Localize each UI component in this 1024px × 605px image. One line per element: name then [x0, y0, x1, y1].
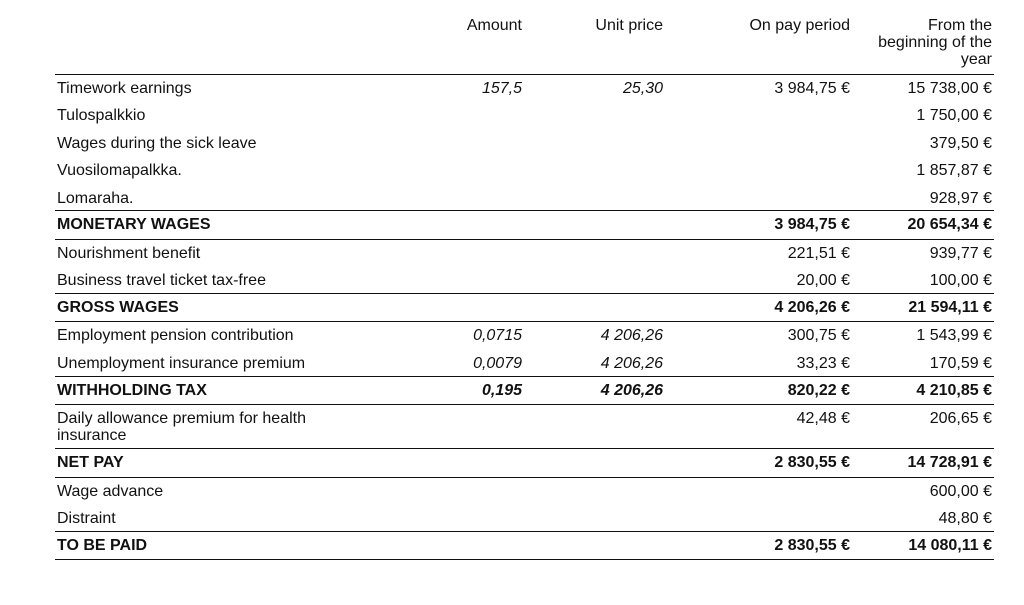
row-ytd: 48,80 € [938, 510, 992, 528]
row-ytd: 21 594,11 € [908, 298, 992, 316]
row-label: Wages during the sick leave [57, 134, 257, 152]
row-unit-price: 4 206,26 [600, 354, 663, 372]
row-amount: 0,0079 [473, 354, 522, 372]
row-ytd: 1 750,00 € [916, 107, 992, 125]
table-row [55, 350, 994, 377]
row-label: WITHHOLDING TAX [57, 381, 207, 399]
row-period: 33,23 € [796, 354, 850, 372]
row-period: 221,51 € [787, 244, 850, 262]
table-row [55, 478, 994, 505]
row-period: 20,00 € [796, 272, 850, 290]
table-row [55, 75, 994, 102]
row-label: TO BE PAID [57, 536, 148, 554]
row-ytd: 4 210,85 € [916, 381, 992, 399]
row-label: Employment pension contribution [57, 327, 294, 345]
row-period: 4 206,26 € [774, 298, 850, 316]
column-header-year-to-date: From the beginning of the year [878, 17, 992, 68]
row-label: Tulospalkkio [57, 107, 146, 125]
row-ytd: 170,59 € [929, 354, 992, 372]
row-ytd: 100,00 € [929, 272, 992, 290]
row-label: Nourishment benefit [57, 244, 201, 262]
row-period: 3 984,75 € [774, 216, 850, 234]
total-row [55, 531, 994, 560]
table-row [55, 405, 994, 450]
row-label: Vuosilomapalkka. [57, 162, 182, 180]
row-ytd: 939,77 € [929, 244, 992, 262]
row-label: Daily allowance premium for health insurance [57, 409, 306, 444]
row-label: MONETARY WAGES [57, 216, 211, 234]
table-row [55, 267, 994, 294]
table-row [55, 185, 994, 212]
row-label: NET PAY [57, 454, 124, 472]
subtotal-row [55, 448, 994, 477]
row-ytd: 20 654,34 € [907, 216, 992, 234]
row-amount: 0,0715 [473, 327, 522, 345]
row-period: 3 984,75 € [774, 80, 850, 97]
row-label: Unemployment insurance premium [57, 354, 306, 372]
row-ytd: 379,50 € [929, 134, 992, 152]
row-ytd: 15 738,00 € [907, 80, 992, 97]
payslip-table [55, 14, 994, 560]
row-ytd: 206,65 € [929, 409, 992, 427]
row-ytd: 14 728,91 € [907, 454, 992, 472]
table-row [55, 505, 994, 532]
row-label: Business travel ticket tax-free [57, 272, 266, 290]
column-header-amount: Amount [466, 17, 522, 34]
row-period: 300,75 € [787, 327, 850, 345]
column-header-on-pay-period: On pay period [749, 17, 850, 34]
row-period: 2 830,55 € [774, 454, 850, 472]
table-row [55, 102, 994, 129]
table-row [55, 240, 994, 267]
row-label: Timework earnings [57, 80, 192, 97]
row-unit-price: 4 206,26 [600, 327, 663, 345]
row-amount: 0,195 [481, 381, 522, 399]
table-header [55, 14, 994, 75]
row-period: 2 830,55 € [774, 536, 850, 554]
subtotal-row [55, 210, 994, 239]
row-ytd: 1 543,99 € [916, 327, 992, 345]
row-label: Lomaraha. [57, 189, 134, 207]
row-ytd: 14 080,11 € [908, 536, 992, 554]
row-label: GROSS WAGES [57, 298, 179, 316]
row-ytd: 928,97 € [929, 189, 992, 207]
subtotal-row [55, 376, 994, 405]
table-row [55, 157, 994, 184]
column-header-unit-price: Unit price [595, 17, 663, 34]
table-row [55, 130, 994, 157]
row-amount: 157,5 [481, 80, 522, 97]
row-label: Distraint [57, 510, 116, 528]
row-period: 820,22 € [787, 381, 850, 399]
row-label: Wage advance [57, 482, 164, 500]
subtotal-row [55, 293, 994, 322]
row-unit-price: 4 206,26 [600, 381, 663, 399]
row-unit-price: 25,30 [622, 80, 663, 97]
row-ytd: 600,00 € [929, 482, 992, 500]
row-ytd: 1 857,87 € [916, 162, 992, 180]
table-row [55, 322, 994, 349]
row-period: 42,48 € [796, 409, 850, 427]
